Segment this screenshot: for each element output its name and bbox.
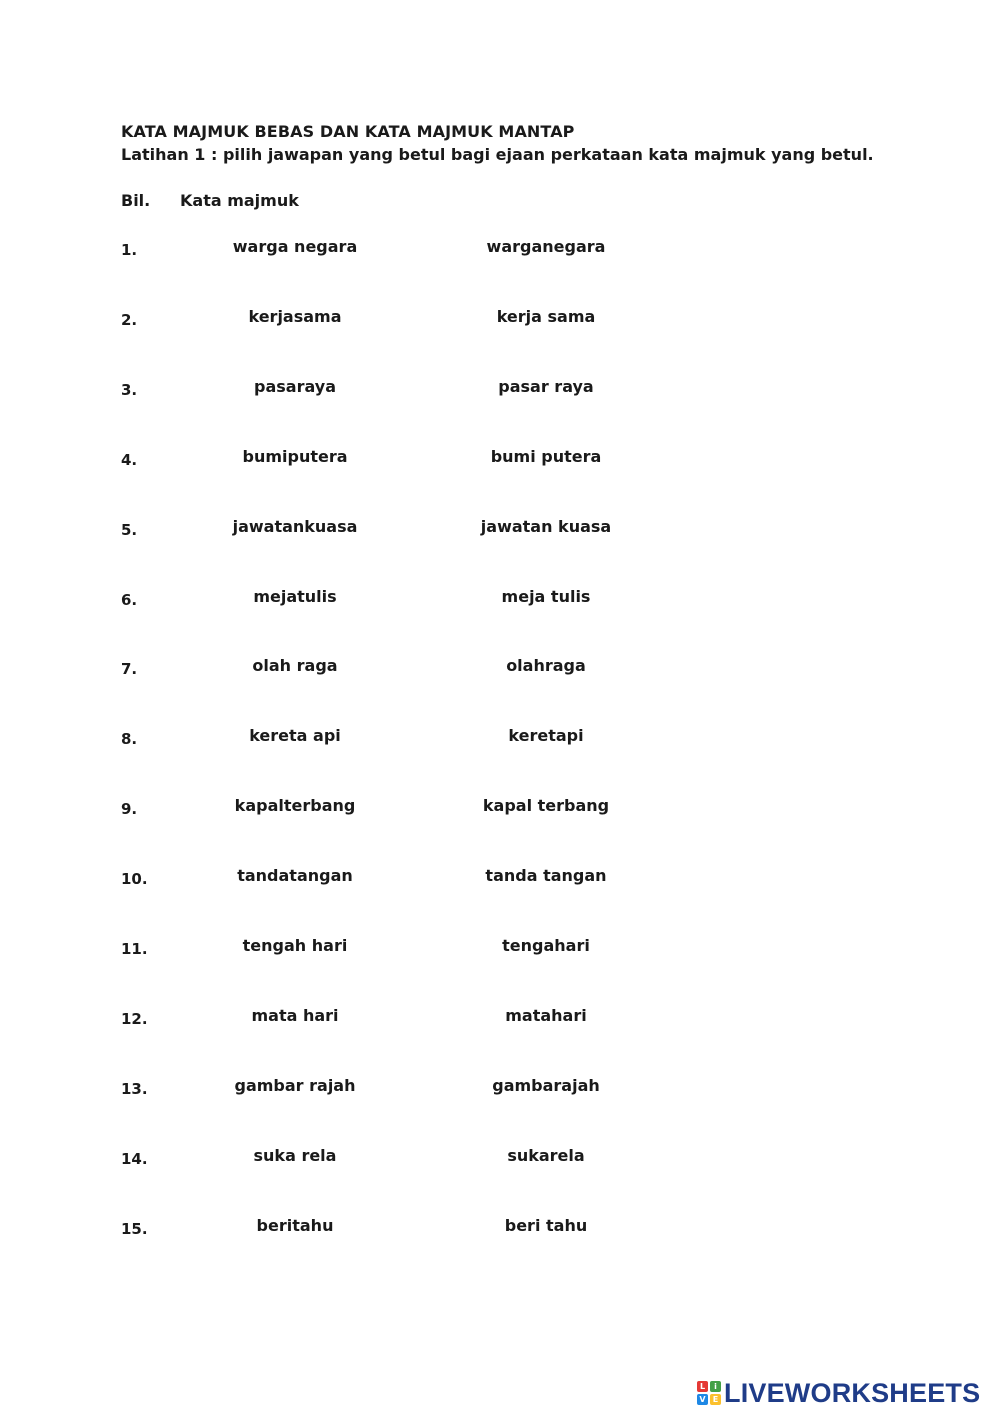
question-number: 10.	[121, 870, 148, 888]
answer-option-b[interactable]: olahraga	[506, 656, 586, 675]
logo-letter-v: V	[697, 1394, 708, 1405]
answer-option-b[interactable]: tanda tangan	[485, 866, 607, 885]
answer-option-a[interactable]: olah raga	[252, 656, 338, 675]
answer-option-b[interactable]: bumi putera	[490, 447, 602, 466]
column-header-kata-majmuk: Kata majmuk	[180, 191, 299, 210]
answer-option-b[interactable]: sukarela	[507, 1146, 585, 1165]
logo-wordmark: LIVEWORKSHEETS	[724, 1377, 981, 1408]
answer-option-a[interactable]: warga negara	[232, 237, 358, 256]
answer-option-a[interactable]: kerjasama	[248, 307, 342, 326]
column-header-bil: Bil.	[121, 191, 151, 210]
question-row	[0, 1002, 1000, 1032]
question-row	[0, 792, 1000, 822]
answer-option-b[interactable]: jawatan kuasa	[480, 517, 612, 536]
question-number: 5.	[121, 521, 138, 539]
answer-option-a[interactable]: kereta api	[249, 726, 341, 745]
question-row	[0, 233, 1000, 263]
question-number: 13.	[121, 1080, 148, 1098]
question-number: 9.	[121, 800, 138, 818]
answer-option-a[interactable]: tandatangan	[237, 866, 353, 885]
question-number: 3.	[121, 381, 138, 399]
answer-option-b[interactable]: tengahari	[502, 936, 590, 955]
answer-option-b[interactable]: keretapi	[508, 726, 584, 745]
answer-option-a[interactable]: mata hari	[251, 1006, 339, 1025]
logo-letter-e: E	[710, 1394, 721, 1405]
question-row	[0, 862, 1000, 892]
logo-letter-l: L	[697, 1381, 708, 1392]
question-number: 12.	[121, 1010, 148, 1028]
answer-option-b[interactable]: kerja sama	[496, 307, 596, 326]
question-row	[0, 443, 1000, 473]
worksheet-title: KATA MAJMUK BEBAS DAN KATA MAJMUK MANTAP	[121, 122, 575, 141]
answer-option-a[interactable]: gambar rajah	[234, 1076, 356, 1095]
answer-option-b[interactable]: pasar raya	[498, 377, 594, 396]
question-number: 14.	[121, 1150, 148, 1168]
question-row	[0, 1212, 1000, 1242]
answer-option-a[interactable]: tengah hari	[242, 936, 348, 955]
answer-option-a[interactable]: pasaraya	[254, 377, 336, 396]
answer-option-b[interactable]: gambarajah	[492, 1076, 600, 1095]
question-row	[0, 303, 1000, 333]
question-row	[0, 373, 1000, 403]
question-number: 1.	[121, 241, 138, 259]
question-number: 7.	[121, 660, 138, 678]
liveworksheets-logo[interactable]	[697, 1376, 980, 1410]
answer-option-a[interactable]: jawatankuasa	[232, 517, 358, 536]
logo-letter-i: i	[710, 1381, 721, 1392]
answer-option-b[interactable]: meja tulis	[501, 587, 591, 606]
answer-option-a[interactable]: beritahu	[256, 1216, 334, 1235]
question-row	[0, 652, 1000, 682]
answer-option-b[interactable]: matahari	[505, 1006, 587, 1025]
answer-option-a[interactable]: suka rela	[253, 1146, 337, 1165]
question-number: 8.	[121, 730, 138, 748]
question-row	[0, 513, 1000, 543]
question-number: 15.	[121, 1220, 148, 1238]
answer-option-b[interactable]: kapal terbang	[482, 796, 610, 815]
question-row	[0, 932, 1000, 962]
question-number: 4.	[121, 451, 138, 469]
answer-option-a[interactable]: mejatulis	[253, 587, 337, 606]
answer-option-b[interactable]: beri tahu	[504, 1216, 588, 1235]
question-row	[0, 722, 1000, 752]
question-number: 2.	[121, 311, 138, 329]
answer-option-b[interactable]: warganegara	[486, 237, 606, 256]
question-row	[0, 583, 1000, 613]
answer-option-a[interactable]: bumiputera	[242, 447, 348, 466]
question-number: 11.	[121, 940, 148, 958]
question-row	[0, 1142, 1000, 1172]
instruction-text: Latihan 1 : pilih jawapan yang betul bagi ejaan perkataan kata majmuk yang betul.	[121, 145, 874, 164]
logo-mark-icon	[697, 1381, 721, 1405]
question-number: 6.	[121, 591, 138, 609]
question-row	[0, 1072, 1000, 1102]
answer-option-a[interactable]: kapalterbang	[234, 796, 356, 815]
